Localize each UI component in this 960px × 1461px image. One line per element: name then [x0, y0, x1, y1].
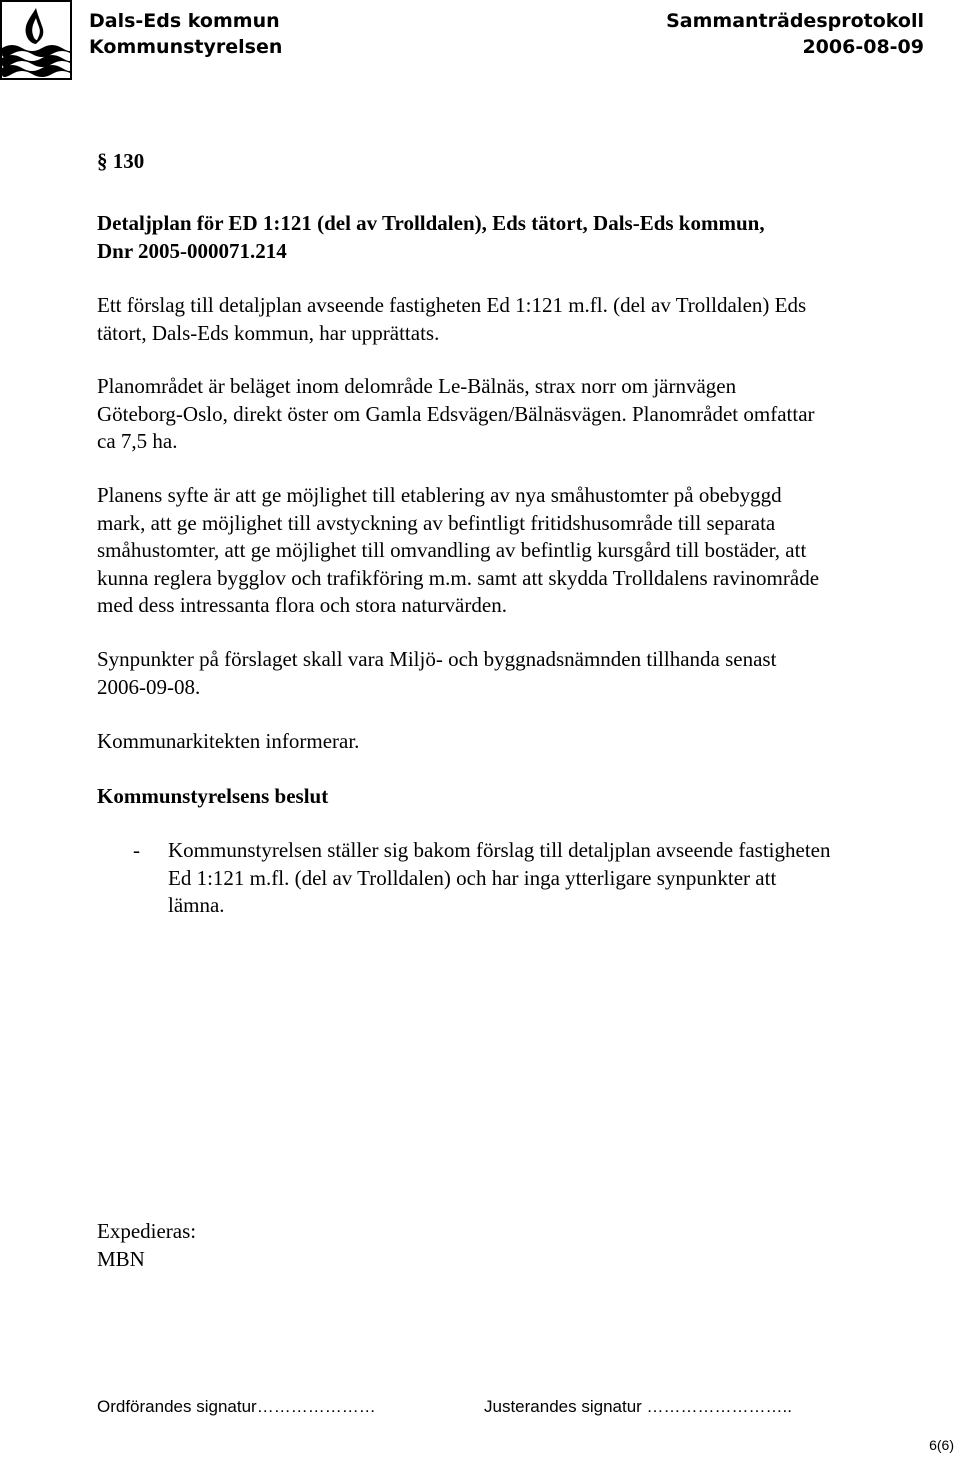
text-line: mark, att ge möjlighet till avstyckning av befintligt fritidshusområde till separata: [97, 510, 776, 535]
text-line: tätort, Dals-Eds kommun, har upprättats.: [97, 320, 440, 345]
dispatch-recipient: MBN: [97, 1246, 145, 1271]
section-title: [97, 210, 765, 265]
title-line: Dnr 2005-000071.214: [97, 238, 287, 263]
decision-dash: -: [133, 838, 140, 862]
text-line: 2006-09-08.: [97, 674, 201, 699]
paragraph-proposal: [97, 292, 806, 347]
meeting-date: 2006-08-09: [802, 36, 924, 58]
text-line: Synpunkter på förslaget skall vara Miljö- och byggnadsnämnden tillhanda senast: [97, 647, 777, 671]
section-number: § 130: [97, 149, 145, 173]
dispatch-block: [97, 1218, 196, 1273]
chair-signature: Ordförandes signatur…………………: [97, 1397, 376, 1416]
paragraph-purpose: [97, 482, 819, 620]
header-left: [89, 8, 282, 60]
text-line: Kommunstyrelsen ställer sig bakom förslag till detaljplan avseende fastigheten: [168, 838, 831, 862]
body-name: Kommunstyrelsen: [89, 36, 283, 58]
text-line: Ett förslag till detaljplan avseende fastigheten Ed 1:121 m.fl. (del av Trolldalen) Eds: [97, 293, 807, 317]
header-right: [666, 8, 924, 60]
page-number: 6(6): [929, 1437, 954, 1453]
dispatch-label: Expedieras:: [97, 1219, 197, 1243]
text-line: kunna reglera bygglov och trafikföring m.m. samt att skydda Trolldalens ravinområde: [97, 565, 820, 590]
text-line: Göteborg-Oslo, direkt öster om Gamla Edsvägen/Bälnäsvägen. Planområdet omfattar: [97, 401, 815, 426]
text-line: med dess intressanta flora och stora naturvärden.: [97, 593, 507, 617]
decision-heading: Kommunstyrelsens beslut: [97, 784, 329, 808]
text-line: Kommunarkitekten informerar.: [97, 729, 360, 753]
municipality-logo: [0, 0, 73, 80]
adjuster-signature: Justerandes signatur ……………………..: [484, 1397, 792, 1416]
text-line: Ed 1:121 m.fl. (del av Trolldalen) och har inga ytterligare synpunkter att: [168, 865, 777, 890]
org-name: Dals-Eds kommun: [89, 10, 280, 32]
text-line: Planområdet är beläget inom delområde Le-Bälnäs, strax norr om järnvägen: [97, 374, 737, 398]
text-line: småhustomter, att ge möjlighet till omvandling av befintlig kursgård till bostäder, att: [97, 538, 807, 562]
paragraph-informs: [97, 728, 359, 756]
text-line: lämna.: [168, 893, 225, 917]
text-line: ca 7,5 ha.: [97, 429, 178, 453]
paragraph-comments: [97, 646, 776, 701]
doc-type: Sammanträdesprotokoll: [666, 10, 924, 32]
title-line: Detaljplan för ED 1:121 (del av Trolldalen), Eds tätort, Dals-Eds kommun,: [97, 211, 765, 235]
decision-item: [168, 837, 831, 920]
text-line: Planens syfte är att ge möjlighet till etablering av nya småhustomter på obebyggd: [97, 483, 782, 507]
paragraph-location: [97, 373, 815, 456]
